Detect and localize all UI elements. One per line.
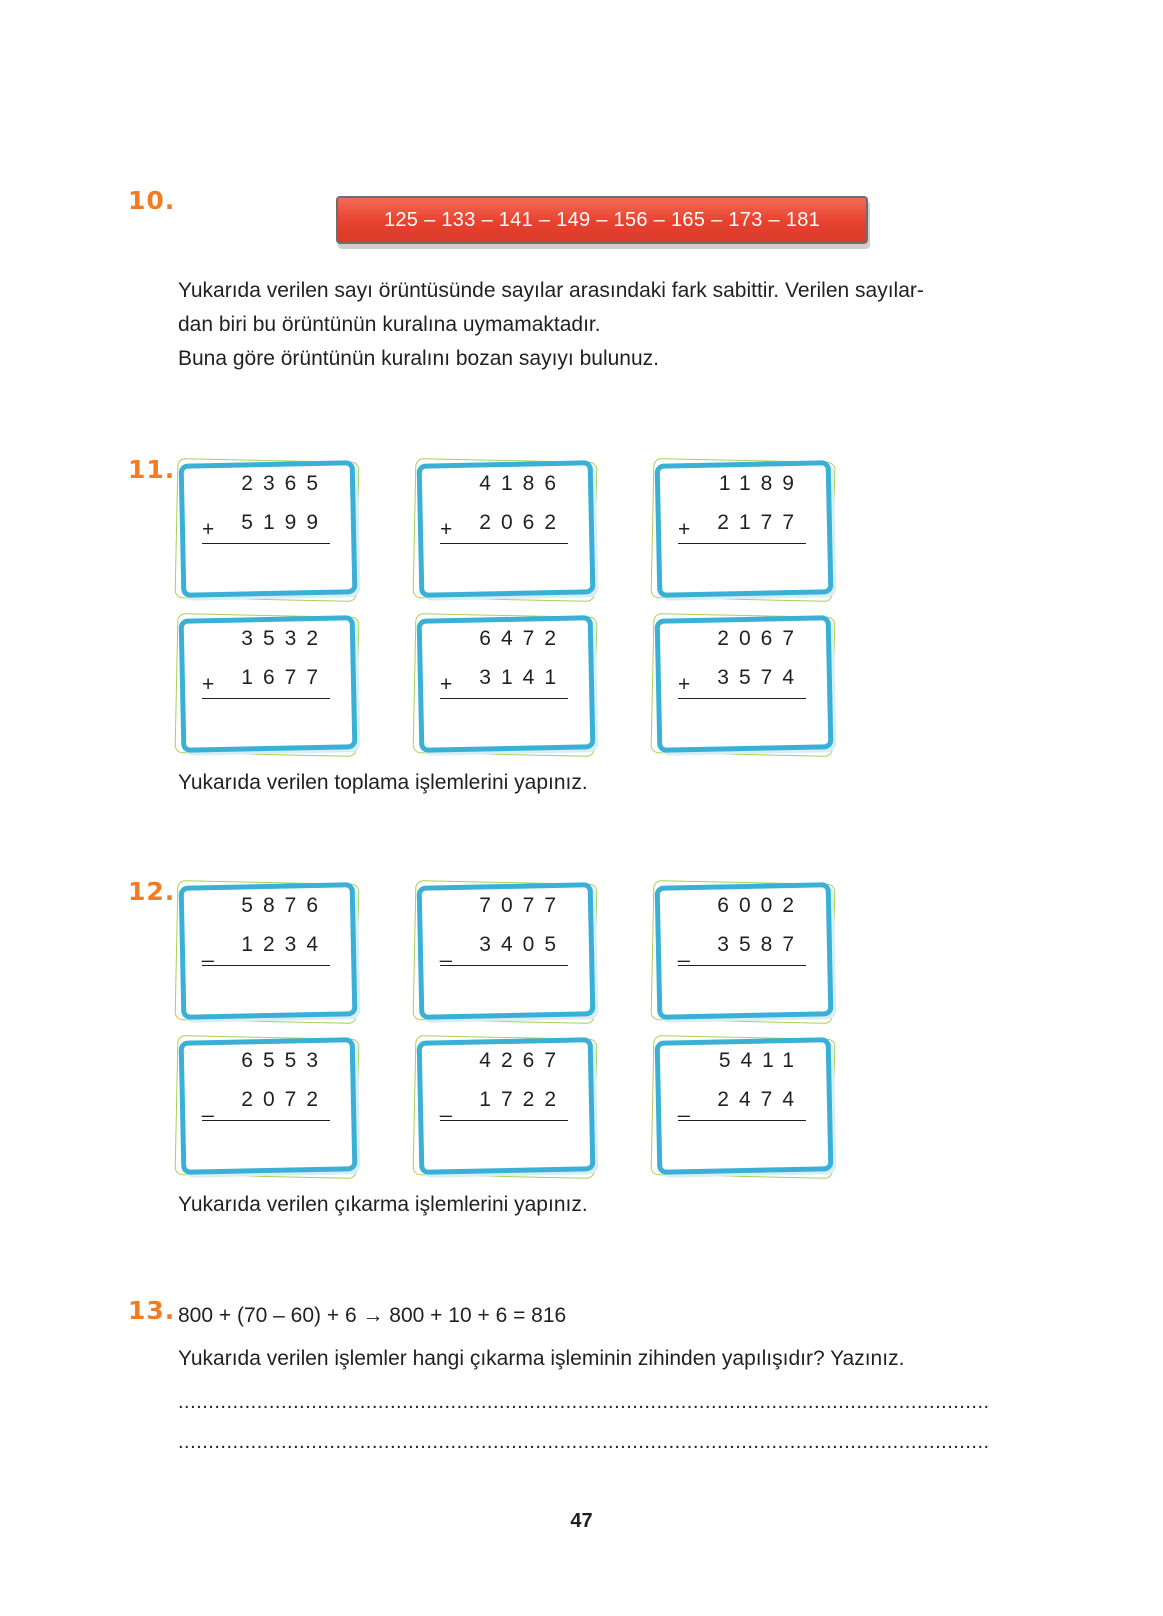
first-number: 2067 xyxy=(717,627,804,650)
second-number: 1234 xyxy=(241,933,328,956)
first-number: 3532 xyxy=(241,627,328,650)
addition-card xyxy=(414,460,600,600)
result-line xyxy=(678,543,806,544)
second-number: 3587 xyxy=(717,933,804,956)
question-number-13: 13. xyxy=(128,1296,176,1325)
result-line xyxy=(202,1120,330,1121)
second-number: 3574 xyxy=(717,666,804,689)
question-10-line-1: Yukarıda verilen sayı örüntüsünde sayılar arasındaki fark sabittir. Verilen sayılar- xyxy=(178,279,924,302)
plus-operator: + xyxy=(202,518,215,541)
subtraction-card xyxy=(176,882,362,1022)
second-number: 5199 xyxy=(241,511,328,534)
subtraction-card xyxy=(414,1037,600,1177)
second-number: 1677 xyxy=(241,666,328,689)
second-number: 2474 xyxy=(717,1088,804,1111)
question-12-instruction: Yukarıda verilen çıkarma işlemlerini yapınız. xyxy=(178,1193,588,1216)
second-number: 2072 xyxy=(241,1088,328,1111)
second-number: 2177 xyxy=(717,511,804,534)
minus-operator: _ xyxy=(678,940,690,963)
question-number-10: 10. xyxy=(128,186,176,215)
minus-operator: _ xyxy=(202,1095,214,1118)
plus-operator: + xyxy=(440,518,453,541)
result-line xyxy=(440,698,568,699)
minus-operator: _ xyxy=(440,940,452,963)
result-line xyxy=(678,1120,806,1121)
question-number-11: 11. xyxy=(128,455,176,484)
plus-operator: + xyxy=(202,673,215,696)
first-number: 6553 xyxy=(241,1049,328,1072)
plus-operator: + xyxy=(678,518,691,541)
question-10-text xyxy=(178,274,924,376)
first-number: 5876 xyxy=(241,894,328,917)
result-line xyxy=(440,965,568,966)
answer-line-1: ...................................................................................................................................... xyxy=(178,1392,990,1412)
minus-operator: _ xyxy=(202,940,214,963)
question-11-instruction: Yukarıda verilen toplama işlemlerini yapınız. xyxy=(178,771,588,794)
addition-card xyxy=(176,615,362,755)
result-line xyxy=(202,965,330,966)
first-number: 6002 xyxy=(717,894,804,917)
subtraction-card xyxy=(652,1037,838,1177)
page-number: 47 xyxy=(570,1510,593,1532)
question-10-line-3: Buna göre örüntünün kuralını bozan sayıyı bulunuz. xyxy=(178,347,659,370)
result-line xyxy=(678,965,806,966)
first-number: 2365 xyxy=(241,472,328,495)
plus-operator: + xyxy=(440,673,453,696)
question-13-question: Yukarıda verilen işlemler hangi çıkarma işleminin zihinden yapılışıdır? Yazınız. xyxy=(178,1347,905,1370)
answer-line-2: ...................................................................................................................................... xyxy=(178,1432,990,1452)
question-13-expression: 800 + (70 – 60) + 6 → 800 + 10 + 6 = 816 xyxy=(178,1304,567,1327)
addition-card xyxy=(414,615,600,755)
minus-operator: _ xyxy=(678,1095,690,1118)
question-number-12: 12. xyxy=(128,877,176,906)
first-number: 1189 xyxy=(718,472,804,495)
result-line xyxy=(678,698,806,699)
result-line xyxy=(202,698,330,699)
first-number: 6472 xyxy=(479,627,566,650)
first-number: 7077 xyxy=(479,894,566,917)
subtraction-card xyxy=(414,882,600,1022)
minus-operator: _ xyxy=(440,1095,452,1118)
first-number: 4267 xyxy=(479,1049,566,1072)
subtraction-card xyxy=(176,1037,362,1177)
second-number: 1722 xyxy=(479,1088,566,1111)
addition-card xyxy=(652,460,838,600)
number-sequence-banner: 125 – 133 – 141 – 149 – 156 – 165 – 173 – 181 xyxy=(336,196,868,244)
result-line xyxy=(202,543,330,544)
second-number: 3141 xyxy=(479,666,566,689)
result-line xyxy=(440,543,568,544)
first-number: 5411 xyxy=(718,1049,804,1072)
subtraction-card xyxy=(652,882,838,1022)
question-10-line-2: dan biri bu örüntünün kuralına uymamaktadır. xyxy=(178,313,601,336)
plus-operator: + xyxy=(678,673,691,696)
second-number: 2062 xyxy=(479,511,566,534)
result-line xyxy=(440,1120,568,1121)
addition-card xyxy=(176,460,362,600)
second-number: 3405 xyxy=(479,933,566,956)
addition-card xyxy=(652,615,838,755)
first-number: 4186 xyxy=(479,472,566,495)
